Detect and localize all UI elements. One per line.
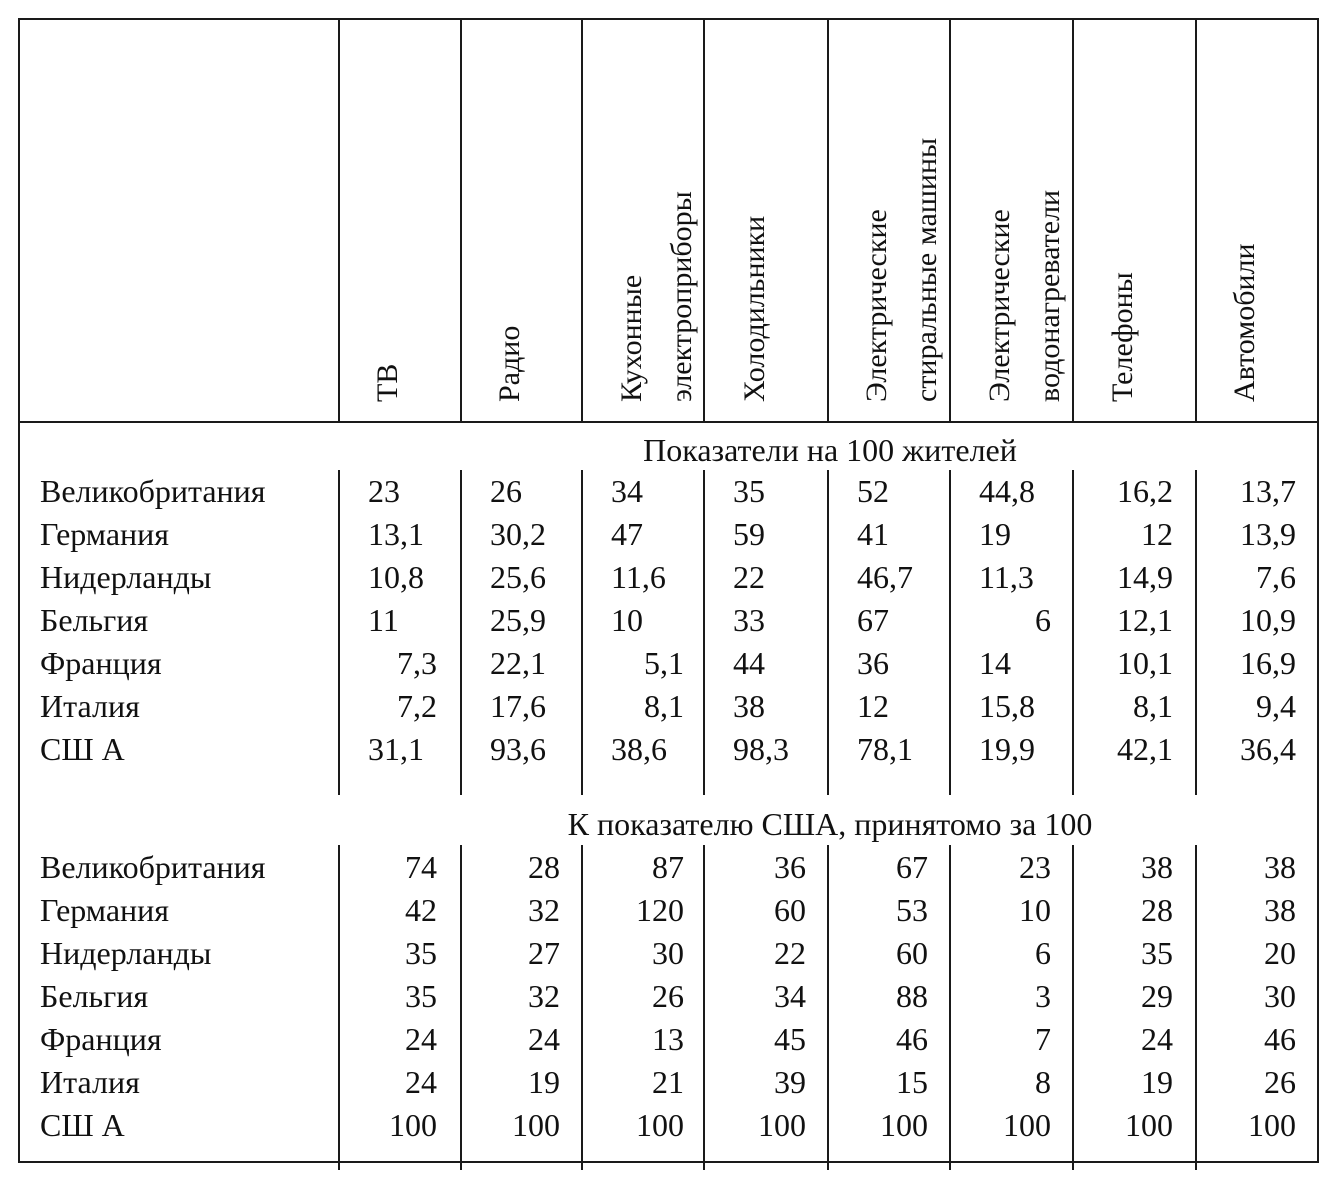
row-label: Италия	[40, 688, 140, 724]
table-row	[0, 975, 1341, 1018]
table-row	[0, 932, 1341, 975]
table-cell: 32	[528, 892, 560, 928]
table-row	[0, 728, 1341, 771]
table-cell: 67	[896, 849, 928, 885]
table-cell: 59	[733, 516, 765, 552]
table-cell: 27	[528, 935, 560, 971]
table-cell: 8	[1035, 1064, 1051, 1100]
table-cell: 100	[512, 1107, 560, 1143]
table-row	[0, 513, 1341, 556]
section1-title: Показатели на 100 жителей	[643, 432, 1017, 468]
table-row	[0, 846, 1341, 889]
table-cell: 16,2	[1117, 473, 1173, 509]
table-cell: 98,3	[733, 731, 789, 767]
table-cell: 24	[405, 1064, 437, 1100]
table-cell: 7	[1035, 1021, 1051, 1057]
table-cell: 24	[528, 1021, 560, 1057]
table-cell: 35	[405, 935, 437, 971]
table-cell: 30	[652, 935, 684, 971]
table-cell: 16,9	[1240, 645, 1296, 681]
table-cell: 12	[857, 688, 889, 724]
table-row	[0, 1018, 1341, 1061]
table-cell: 11	[368, 602, 399, 638]
row-label: Германия	[40, 516, 169, 552]
column-divider	[338, 20, 340, 422]
header-divider	[18, 421, 1319, 423]
table-cell: 100	[1003, 1107, 1051, 1143]
table-row	[0, 470, 1341, 513]
table-cell: 36	[857, 645, 889, 681]
table-cell: 13	[652, 1021, 684, 1057]
column-divider	[949, 20, 951, 422]
column-divider	[460, 20, 462, 422]
table-cell: 60	[896, 935, 928, 971]
column-header: ТВ	[371, 363, 404, 402]
column-divider	[703, 20, 705, 422]
table-cell: 74	[405, 849, 437, 885]
table-cell: 20	[1264, 935, 1296, 971]
table-cell: 38	[1141, 849, 1173, 885]
table-cell: 8,1	[1133, 688, 1173, 724]
row-label: Италия	[40, 1064, 140, 1100]
table-cell: 100	[1248, 1107, 1296, 1143]
table-cell: 35	[405, 978, 437, 1014]
table-cell: 31,1	[368, 731, 424, 767]
column-header: Холодильники	[738, 215, 771, 402]
table-cell: 12	[1141, 516, 1173, 552]
table-cell: 39	[774, 1064, 806, 1100]
table-cell: 34	[774, 978, 806, 1014]
table-cell: 12,1	[1117, 602, 1173, 638]
table-cell: 7,2	[397, 688, 437, 724]
column-header: Электрические	[983, 209, 1016, 402]
table-cell: 19	[528, 1064, 560, 1100]
table-cell: 22	[733, 559, 765, 595]
column-header: стиральные машины	[910, 137, 943, 402]
table-cell: 29	[1141, 978, 1173, 1014]
row-label: Бельгия	[40, 602, 149, 638]
table-cell: 44,8	[979, 473, 1035, 509]
table-cell: 3	[1035, 978, 1051, 1014]
table-cell: 23	[368, 473, 400, 509]
table-cell: 28	[528, 849, 560, 885]
column-divider	[1195, 20, 1197, 422]
table-cell: 100	[880, 1107, 928, 1143]
table-cell: 24	[1141, 1021, 1173, 1057]
table-cell: 21	[652, 1064, 684, 1100]
table-cell: 15,8	[979, 688, 1035, 724]
column-header: водонагреватели	[1033, 189, 1066, 402]
table-cell: 13,1	[368, 516, 424, 552]
table-cell: 120	[636, 892, 684, 928]
table-cell: 10	[611, 602, 643, 638]
table-row	[0, 1061, 1341, 1104]
table-cell: 25,9	[490, 602, 546, 638]
table-cell: 10,9	[1240, 602, 1296, 638]
column-header: электроприборы	[665, 191, 698, 402]
table-cell: 14	[979, 645, 1011, 681]
table-row	[0, 556, 1341, 599]
table-cell: 38,6	[611, 731, 667, 767]
table-cell: 10,8	[368, 559, 424, 595]
column-divider	[581, 20, 583, 422]
row-label: Германия	[40, 892, 169, 928]
table-cell: 46,7	[857, 559, 913, 595]
table-cell: 67	[857, 602, 889, 638]
table-cell: 38	[733, 688, 765, 724]
table-cell: 32	[528, 978, 560, 1014]
table-cell: 30	[1264, 978, 1296, 1014]
table-cell: 52	[857, 473, 889, 509]
table-cell: 9,4	[1256, 688, 1296, 724]
table-cell: 46	[896, 1021, 928, 1057]
table-row	[0, 599, 1341, 642]
column-header: Электрические	[860, 209, 893, 402]
table-cell: 78,1	[857, 731, 913, 767]
table-row	[0, 889, 1341, 932]
table-cell: 60	[774, 892, 806, 928]
table-cell: 38	[1264, 849, 1296, 885]
table-cell: 19	[979, 516, 1011, 552]
row-label: Нидерланды	[40, 935, 212, 971]
table-cell: 36,4	[1240, 731, 1296, 767]
table-cell: 100	[636, 1107, 684, 1143]
table-cell: 87	[652, 849, 684, 885]
table-cell: 41	[857, 516, 889, 552]
table-cell: 11,3	[979, 559, 1034, 595]
table-cell: 10,1	[1117, 645, 1173, 681]
column-divider	[827, 20, 829, 422]
table-cell: 46	[1264, 1021, 1296, 1057]
table-cell: 26	[1264, 1064, 1296, 1100]
table-cell: 22,1	[490, 645, 546, 681]
table-cell: 22	[774, 935, 806, 971]
table-cell: 25,6	[490, 559, 546, 595]
column-header: Телефоны	[1106, 272, 1139, 402]
table-cell: 88	[896, 978, 928, 1014]
table-cell: 15	[896, 1064, 928, 1100]
table-cell: 19	[1141, 1064, 1173, 1100]
table-cell: 6	[1035, 935, 1051, 971]
table-cell: 30,2	[490, 516, 546, 552]
row-label: Нидерланды	[40, 559, 212, 595]
table-row	[0, 642, 1341, 685]
table-cell: 23	[1019, 849, 1051, 885]
table-cell: 100	[389, 1107, 437, 1143]
column-divider	[1072, 20, 1074, 422]
table-row	[0, 1104, 1341, 1147]
table-cell: 38	[1264, 892, 1296, 928]
table-cell: 6	[1035, 602, 1051, 638]
table-cell: 7,6	[1256, 559, 1296, 595]
row-label: Бельгия	[40, 978, 149, 1014]
table-cell: 28	[1141, 892, 1173, 928]
column-header: Радио	[493, 325, 526, 402]
row-label: Франция	[40, 1021, 162, 1057]
table-cell: 35	[733, 473, 765, 509]
table-cell: 93,6	[490, 731, 546, 767]
table-cell: 19,9	[979, 731, 1035, 767]
table-cell: 45	[774, 1021, 806, 1057]
row-label: СШ А	[40, 1107, 125, 1143]
table-cell: 17,6	[490, 688, 546, 724]
table-cell: 8,1	[644, 688, 684, 724]
row-label: Франция	[40, 645, 162, 681]
row-label: СШ А	[40, 731, 125, 767]
table-cell: 11,6	[611, 559, 666, 595]
section2-title: К показателю США, принятомо за 100	[567, 806, 1093, 842]
table-cell: 7,3	[397, 645, 437, 681]
table-cell: 100	[758, 1107, 806, 1143]
table-cell: 42	[405, 892, 437, 928]
table-row	[0, 685, 1341, 728]
table-cell: 33	[733, 602, 765, 638]
table-cell: 26	[652, 978, 684, 1014]
row-label: Великобритания	[40, 473, 266, 509]
table-cell: 35	[1141, 935, 1173, 971]
table-cell: 44	[733, 645, 765, 681]
column-header: Автомобили	[1228, 243, 1261, 402]
table-cell: 26	[490, 473, 522, 509]
table-cell: 34	[611, 473, 643, 509]
table-cell: 13,7	[1240, 473, 1296, 509]
table-cell: 53	[896, 892, 928, 928]
table-cell: 42,1	[1117, 731, 1173, 767]
table-cell: 10	[1019, 892, 1051, 928]
table-cell: 47	[611, 516, 643, 552]
table-cell: 14,9	[1117, 559, 1173, 595]
table-cell: 36	[774, 849, 806, 885]
row-label: Великобритания	[40, 849, 266, 885]
column-header: Кухонные	[615, 274, 648, 402]
table-cell: 5,1	[644, 645, 684, 681]
table-cell: 13,9	[1240, 516, 1296, 552]
table-cell: 24	[405, 1021, 437, 1057]
table-cell: 100	[1125, 1107, 1173, 1143]
